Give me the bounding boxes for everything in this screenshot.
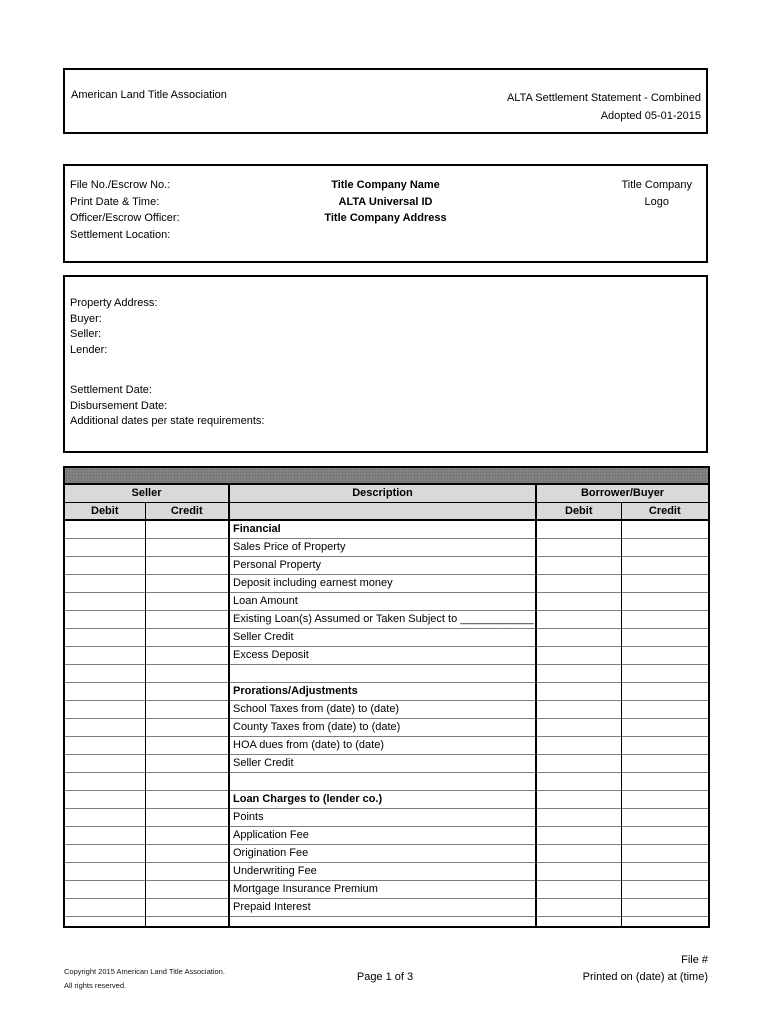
seller-label: Seller: <box>70 328 102 341</box>
seller-debit-cell <box>64 700 145 718</box>
seller-debit-cell <box>64 790 145 808</box>
seller-debit-cell <box>64 538 145 556</box>
seller-credit-cell <box>145 700 229 718</box>
seller-credit-cell <box>145 628 229 646</box>
table-row <box>64 718 709 736</box>
seller-debit-cell <box>64 736 145 754</box>
table-row <box>64 916 709 927</box>
seller-debit-cell <box>64 718 145 736</box>
seller-debit-cell <box>64 826 145 844</box>
title-company-address: Title Company Address <box>324 212 447 224</box>
seller-credit-cell <box>145 772 229 790</box>
table-row <box>64 844 709 862</box>
seller-credit-cell <box>145 646 229 664</box>
borrower-debit-cell <box>536 628 621 646</box>
seller-credit-cell <box>145 844 229 862</box>
settlement-date-label: Settlement Date: <box>70 384 152 396</box>
table-row <box>64 754 709 772</box>
description-cell: Mortgage Insurance Premium <box>229 880 536 898</box>
file-info-labels <box>70 177 180 243</box>
borrower-debit-cell <box>536 574 621 592</box>
copyright-line1: Copyright 2015 American Land Title Association. <box>64 967 225 976</box>
borrower-debit-cell <box>536 754 621 772</box>
table-row <box>64 610 709 628</box>
seller-credit-cell <box>145 556 229 574</box>
property-address-label: Property Address: <box>70 297 158 309</box>
seller-debit-cell <box>64 610 145 628</box>
borrower-debit-cell <box>536 718 621 736</box>
seller-credit-cell <box>145 610 229 628</box>
seller-credit-cell <box>145 826 229 844</box>
adopted-date: Adopted 05-01-2015 <box>600 110 701 122</box>
description-cell: School Taxes from (date) to (date) <box>229 700 536 718</box>
table-row <box>64 808 709 826</box>
seller-credit-cell <box>145 754 229 772</box>
description-column-header: Description <box>229 484 536 502</box>
description-cell: Financial <box>229 520 536 538</box>
officer-escrow-officer-label: Officer/Escrow Officer: <box>70 212 180 224</box>
borrower-debit-cell <box>536 592 621 610</box>
logo-placeholder-line2: Logo <box>644 195 669 208</box>
table-top-bar <box>64 467 709 484</box>
seller-credit-cell <box>145 898 229 916</box>
borrower-debit-cell <box>536 520 621 538</box>
description-cell: Application Fee <box>229 826 536 844</box>
borrower-debit-cell <box>536 700 621 718</box>
buyer-label: Buyer: <box>70 312 102 325</box>
seller-debit-cell <box>64 844 145 862</box>
seller-debit-cell <box>64 916 145 927</box>
borrower-credit-cell <box>621 898 709 916</box>
borrower-debit-cell <box>536 880 621 898</box>
borrower-debit-cell <box>536 772 621 790</box>
lender-label: Lender: <box>70 343 108 356</box>
seller-debit-cell <box>64 592 145 610</box>
file-escrow-no-label: File No./Escrow No.: <box>70 179 171 191</box>
borrower-debit-cell <box>536 862 621 880</box>
description-cell: Prepaid Interest <box>229 898 536 916</box>
borrower-debit-cell <box>536 610 621 628</box>
borrower-credit-cell <box>621 826 709 844</box>
seller-debit-cell <box>64 808 145 826</box>
borrower-debit-cell <box>536 646 621 664</box>
statement-title-block <box>507 89 701 125</box>
seller-credit-cell <box>145 592 229 610</box>
description-cell: Sales Price of Property <box>229 538 536 556</box>
description-cell: Loan Charges to (lender co.) <box>229 790 536 808</box>
seller-debit-cell <box>64 898 145 916</box>
borrower-debit-cell <box>536 808 621 826</box>
seller-debit-header: Debit <box>64 502 145 520</box>
seller-debit-cell <box>64 556 145 574</box>
seller-credit-cell <box>145 682 229 700</box>
description-cell: Existing Loan(s) Assumed or Taken Subject to ____________ <box>229 610 536 628</box>
borrower-credit-cell <box>621 880 709 898</box>
description-cell: Points <box>229 808 536 826</box>
table-row <box>64 736 709 754</box>
logo-placeholder-line1: Title Company <box>621 179 692 191</box>
seller-credit-cell <box>145 718 229 736</box>
table-row <box>64 592 709 610</box>
borrower-credit-cell <box>621 700 709 718</box>
date-info-labels <box>70 383 264 430</box>
borrower-debit-cell <box>536 916 621 927</box>
table-row <box>64 574 709 592</box>
table-row <box>64 862 709 880</box>
description-cell <box>229 664 536 682</box>
seller-debit-cell <box>64 574 145 592</box>
table-row <box>64 880 709 898</box>
borrower-credit-cell <box>621 646 709 664</box>
borrower-debit-cell <box>536 790 621 808</box>
seller-debit-cell <box>64 520 145 538</box>
seller-credit-header: Credit <box>145 502 229 520</box>
seller-debit-cell <box>64 628 145 646</box>
borrower-debit-cell <box>536 844 621 862</box>
borrower-credit-cell <box>621 574 709 592</box>
seller-credit-cell <box>145 916 229 927</box>
description-cell: Underwriting Fee <box>229 862 536 880</box>
description-subheader-spacer <box>229 502 536 520</box>
description-cell: Seller Credit <box>229 628 536 646</box>
borrower-credit-cell <box>621 844 709 862</box>
borrower-credit-cell <box>621 718 709 736</box>
file-info-box <box>63 164 708 263</box>
print-date-time-label: Print Date & Time: <box>70 195 160 208</box>
seller-credit-cell <box>145 862 229 880</box>
table-group-header-row <box>64 484 709 502</box>
table-row <box>64 898 709 916</box>
disbursement-date-label: Disbursement Date: <box>70 399 168 412</box>
description-cell: Seller Credit <box>229 754 536 772</box>
description-cell: Origination Fee <box>229 844 536 862</box>
borrower-credit-cell <box>621 754 709 772</box>
description-cell: Loan Amount <box>229 592 536 610</box>
borrower-credit-cell <box>621 610 709 628</box>
borrower-credit-cell <box>621 790 709 808</box>
seller-credit-cell <box>145 790 229 808</box>
seller-debit-cell <box>64 646 145 664</box>
title-company-info <box>225 177 546 227</box>
seller-credit-cell <box>145 574 229 592</box>
title-company-logo-placeholder <box>621 177 692 210</box>
table-row <box>64 556 709 574</box>
borrower-buyer-column-header: Borrower/Buyer <box>536 484 709 502</box>
description-cell: Deposit including earnest money <box>229 574 536 592</box>
seller-credit-cell <box>145 538 229 556</box>
table-row <box>64 646 709 664</box>
borrower-credit-cell <box>621 538 709 556</box>
table-row <box>64 790 709 808</box>
borrower-debit-cell <box>536 736 621 754</box>
borrower-debit-header: Debit <box>536 502 621 520</box>
settlement-location-label: Settlement Location: <box>70 228 171 241</box>
borrower-debit-cell <box>536 826 621 844</box>
description-cell <box>229 772 536 790</box>
statement-title: ALTA Settlement Statement - Combined <box>506 92 701 104</box>
table-row <box>64 700 709 718</box>
copyright-line2: All rights reserved. <box>64 980 127 990</box>
page-number: Page 1 of 3 <box>356 971 414 983</box>
borrower-credit-cell <box>621 772 709 790</box>
borrower-credit-header: Credit <box>621 502 709 520</box>
borrower-debit-cell <box>536 898 621 916</box>
description-cell: Prorations/Adjustments <box>229 682 536 700</box>
borrower-debit-cell <box>536 556 621 574</box>
description-cell: County Taxes from (date) to (date) <box>229 718 536 736</box>
description-cell: Personal Property <box>229 556 536 574</box>
seller-debit-cell <box>64 754 145 772</box>
borrower-credit-cell <box>621 862 709 880</box>
borrower-credit-cell <box>621 916 709 927</box>
description-cell: HOA dues from (date) to (date) <box>229 736 536 754</box>
seller-column-header: Seller <box>64 484 229 502</box>
table-row <box>64 826 709 844</box>
borrower-debit-cell <box>536 664 621 682</box>
table-subheader-row <box>64 502 709 520</box>
seller-credit-cell <box>145 664 229 682</box>
table-top-bar-row <box>64 467 709 484</box>
table-row <box>64 664 709 682</box>
seller-debit-cell <box>64 682 145 700</box>
description-cell <box>229 916 536 927</box>
seller-credit-cell <box>145 880 229 898</box>
seller-debit-cell <box>64 862 145 880</box>
seller-debit-cell <box>64 880 145 898</box>
seller-debit-cell <box>64 664 145 682</box>
borrower-credit-cell <box>621 664 709 682</box>
borrower-credit-cell <box>621 520 709 538</box>
property-info-labels <box>70 296 157 358</box>
settlement-table <box>63 466 710 928</box>
borrower-credit-cell <box>621 628 709 646</box>
association-name: American Land Title Association <box>71 89 227 101</box>
file-number-reference: File # <box>681 954 708 966</box>
title-company-name: Title Company Name <box>331 179 440 191</box>
seller-debit-cell <box>64 772 145 790</box>
additional-dates-label: Additional dates per state requirements: <box>70 415 265 428</box>
table-row <box>64 628 709 646</box>
borrower-credit-cell <box>621 556 709 574</box>
table-body <box>64 520 709 927</box>
table-row <box>64 538 709 556</box>
title-box <box>63 68 708 134</box>
printed-on-label: Printed on (date) at (time) <box>582 971 708 983</box>
seller-credit-cell <box>145 736 229 754</box>
borrower-credit-cell <box>621 592 709 610</box>
borrower-credit-cell <box>621 682 709 700</box>
borrower-credit-cell <box>621 808 709 826</box>
description-cell: Excess Deposit <box>229 646 536 664</box>
alta-universal-id: ALTA Universal ID <box>338 195 433 208</box>
seller-credit-cell <box>145 520 229 538</box>
table-row <box>64 682 709 700</box>
table-row <box>64 520 709 538</box>
seller-credit-cell <box>145 808 229 826</box>
borrower-credit-cell <box>621 736 709 754</box>
property-info-box <box>63 275 708 453</box>
borrower-debit-cell <box>536 538 621 556</box>
borrower-debit-cell <box>536 682 621 700</box>
table-row <box>64 772 709 790</box>
